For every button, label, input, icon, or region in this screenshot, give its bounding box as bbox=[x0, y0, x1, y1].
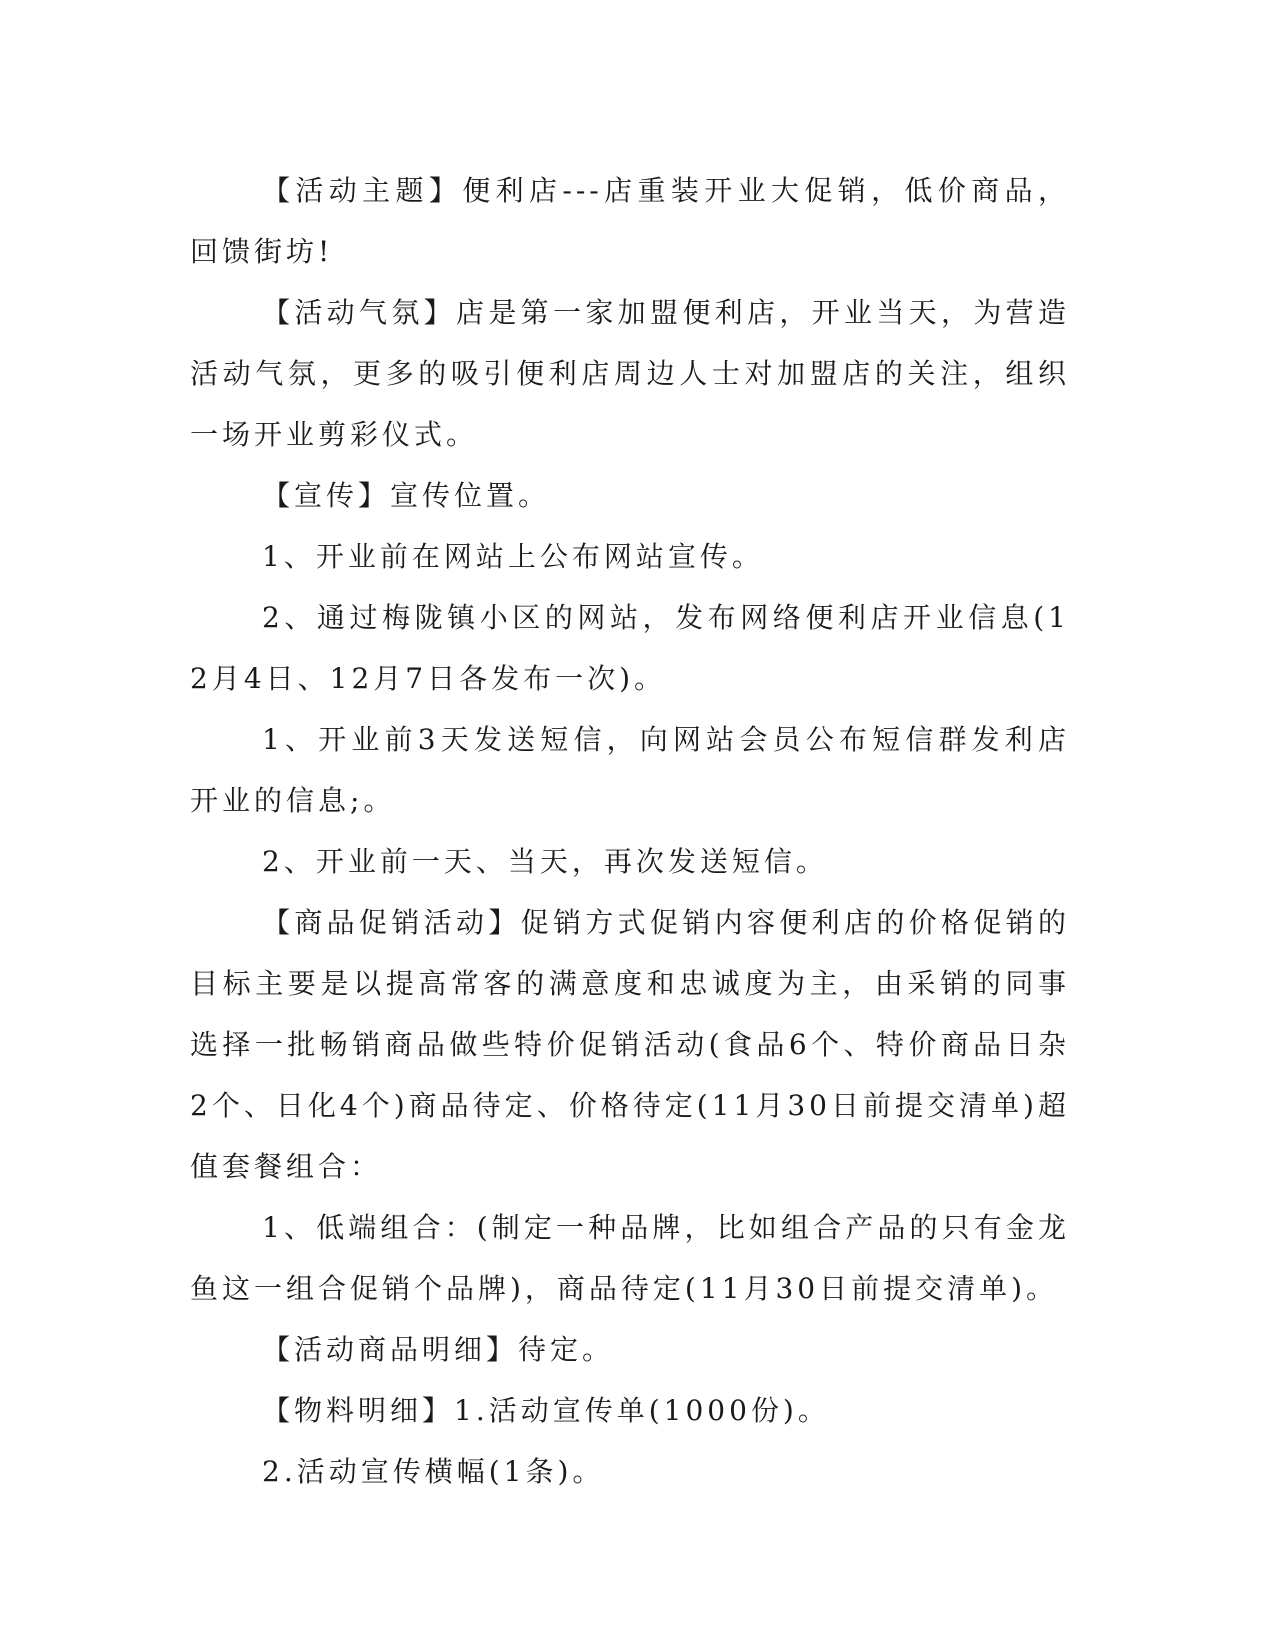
paragraph-low-end-combo: 1、低端组合：(制定一种品牌，比如组合产品的只有金龙鱼这一组合促销个品牌)，商品待定(11月30日前提交清单)。 bbox=[190, 1211, 1070, 1305]
paragraph-promotion-item-1: 1、开业前在网站上公布网站宣传。 bbox=[262, 540, 764, 573]
paragraph-banner: 2.活动宣传横幅(1条)。 bbox=[262, 1455, 605, 1488]
paragraph-activity-theme: 【活动主题】便利店---店重装开业大促销，低价商品，回馈街坊! bbox=[190, 174, 1070, 268]
paragraph-product-details: 【活动商品明细】待定。 bbox=[262, 1333, 615, 1366]
paragraph-sms-item-1: 1、开业前3天发送短信，向网站会员公布短信群发利店开业的信息;。 bbox=[190, 723, 1070, 817]
paragraph-sms-item-2: 2、开业前一天、当天，再次发送短信。 bbox=[262, 845, 828, 878]
paragraph-activity-atmosphere: 【活动气氛】店是第一家加盟便利店，开业当天，为营造活动气氛，更多的吸引便利店周边人士对加盟店的关注，组织一场开业剪彩仪式。 bbox=[190, 296, 1070, 451]
paragraph-product-promotion: 【商品促销活动】促销方式促销内容便利店的价格促销的目标主要是以提高常客的满意度和忠诚度为主，由采销的同事选择一批畅销商品做些特价促销活动(食品6个、特价商品日杂2个、日化4个)商品待定、价格待定(11月30日前提交清单)超值套餐组合： bbox=[190, 906, 1070, 1183]
paragraph-promotion-heading: 【宣传】宣传位置。 bbox=[262, 479, 551, 512]
paragraph-promotion-item-2: 2、通过梅陇镇小区的网站，发布网络便利店开业信息(12月4日、12月7日各发布一次)。 bbox=[190, 601, 1070, 695]
paragraph-material-details: 【物料明细】1.活动宣传单(1000份)。 bbox=[262, 1394, 830, 1427]
document-body bbox=[190, 160, 1070, 1502]
